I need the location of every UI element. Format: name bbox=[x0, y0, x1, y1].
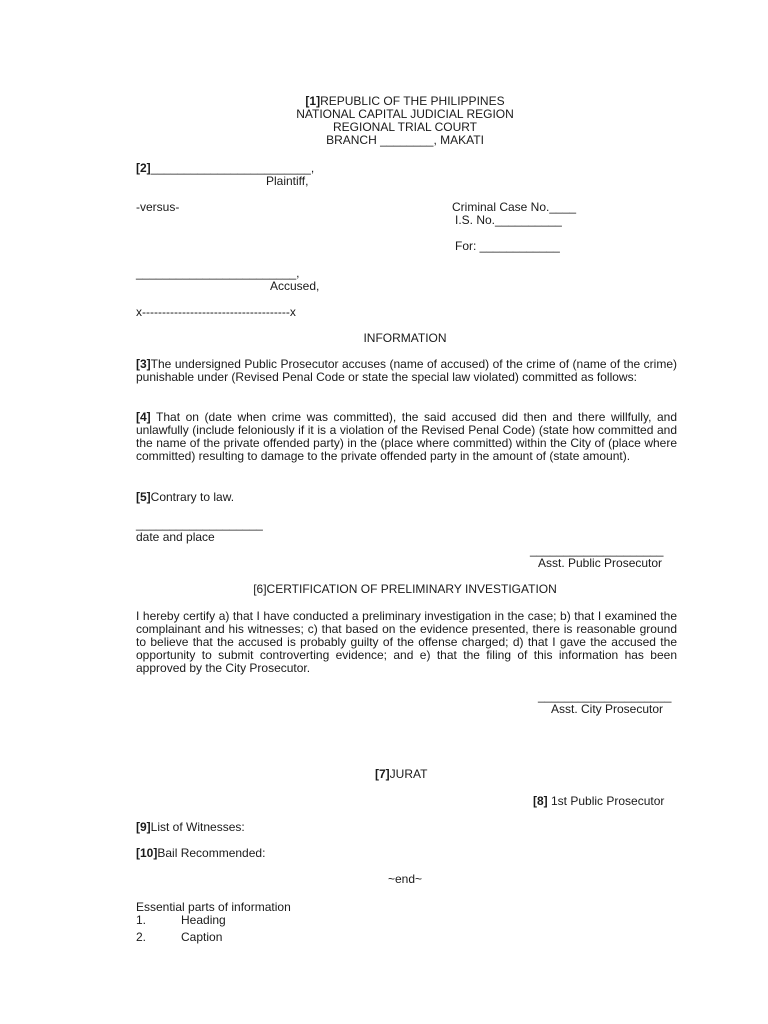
marker-3: [3] bbox=[136, 357, 151, 371]
marker-5: [5] bbox=[136, 490, 151, 504]
versus-label: -versus- bbox=[136, 200, 180, 214]
certification-text: I hereby certify a) that I have conducted a preliminary investigation in the case; b) that I examined the complainant and his witnesses; c) that based on the evidence presented, there is reasonable ground to believe that the accused is probably guilty of the offense charged; d) that I gave the accused the opportunity to submit controverting evidence; and e) that the filing of this information has been approved by the City Prosecutor. bbox=[136, 609, 677, 675]
first-public-prosecutor: [8] 1st Public Prosecutor bbox=[533, 794, 665, 808]
marker-1: [1] bbox=[305, 94, 321, 108]
plaintiff-blank: [2]________________________, bbox=[136, 161, 315, 175]
criminal-case-no: Criminal Case No.____ bbox=[452, 200, 577, 214]
marker-8: [8] bbox=[533, 794, 548, 808]
essential-parts-title: Essential parts of information bbox=[136, 900, 291, 914]
marker-7: [7] bbox=[375, 767, 390, 781]
caption-separator: x-------------------------------------x bbox=[136, 305, 296, 319]
marker-9: [9] bbox=[136, 820, 151, 834]
for-field: For: ____________ bbox=[455, 239, 560, 253]
list-item-number: 2. bbox=[136, 930, 147, 944]
is-no: I.S. No.__________ bbox=[455, 213, 562, 227]
heading-line-3: REGIONAL TRIAL COURT bbox=[332, 120, 478, 134]
heading-line-2: NATIONAL CAPITAL JUDICIAL REGION bbox=[296, 107, 514, 121]
public-prosecutor-signature-blank: ____________________ bbox=[530, 543, 664, 557]
paragraph-3: [3]The undersigned Public Prosecutor accuses (name of accused) of the crime of (name of the crime) punishable under (Revised Penal Code or state the special law violated) committed as follows: bbox=[136, 357, 677, 384]
date-place-label: date and place bbox=[136, 530, 215, 544]
certification-title: [6]CERTIFICATION OF PRELIMINARY INVESTIGATION bbox=[253, 582, 557, 596]
paragraph-4: [4] That on (date when crime was committed), the said accused did then and there willfully, and unlawfully (include feloniously if it is a violation of the Revised Penal Code) (state how committed and the name of the private offended party) in the (place where committed) within the City of (place where committed) resulting to damage to the private offended party in the amount of (state amount). bbox=[136, 410, 677, 463]
date-place-blank: ___________________ bbox=[136, 517, 263, 531]
plaintiff-label: Plaintiff, bbox=[266, 174, 309, 188]
public-prosecutor-label: Asst. Public Prosecutor bbox=[538, 556, 663, 570]
accused-blank: ________________________, bbox=[136, 266, 300, 280]
list-item: Caption bbox=[181, 930, 223, 944]
end-marker: ~end~ bbox=[387, 872, 423, 886]
list-item: Heading bbox=[181, 913, 226, 927]
marker-10: [10] bbox=[136, 846, 158, 860]
city-prosecutor-label: Asst. City Prosecutor bbox=[551, 702, 664, 716]
marker-4: [4] bbox=[136, 410, 151, 424]
paragraph-5: [5]Contrary to law. bbox=[136, 490, 235, 504]
heading-line-1: [1]REPUBLIC OF THE PHILIPPINES bbox=[305, 94, 505, 108]
list-item-number: 1. bbox=[136, 913, 147, 927]
jurat-heading: [7]JURAT bbox=[375, 767, 428, 781]
heading-line-4: BRANCH ________, MAKATI bbox=[326, 133, 484, 147]
marker-2: [2] bbox=[136, 161, 151, 175]
city-prosecutor-signature-blank: ____________________ bbox=[538, 689, 672, 703]
list-of-witnesses: [9]List of Witnesses: bbox=[136, 820, 245, 834]
accused-label: Accused, bbox=[270, 279, 320, 293]
bail-recommended: [10]Bail Recommended: bbox=[136, 846, 266, 860]
document-title: INFORMATION bbox=[363, 331, 447, 345]
